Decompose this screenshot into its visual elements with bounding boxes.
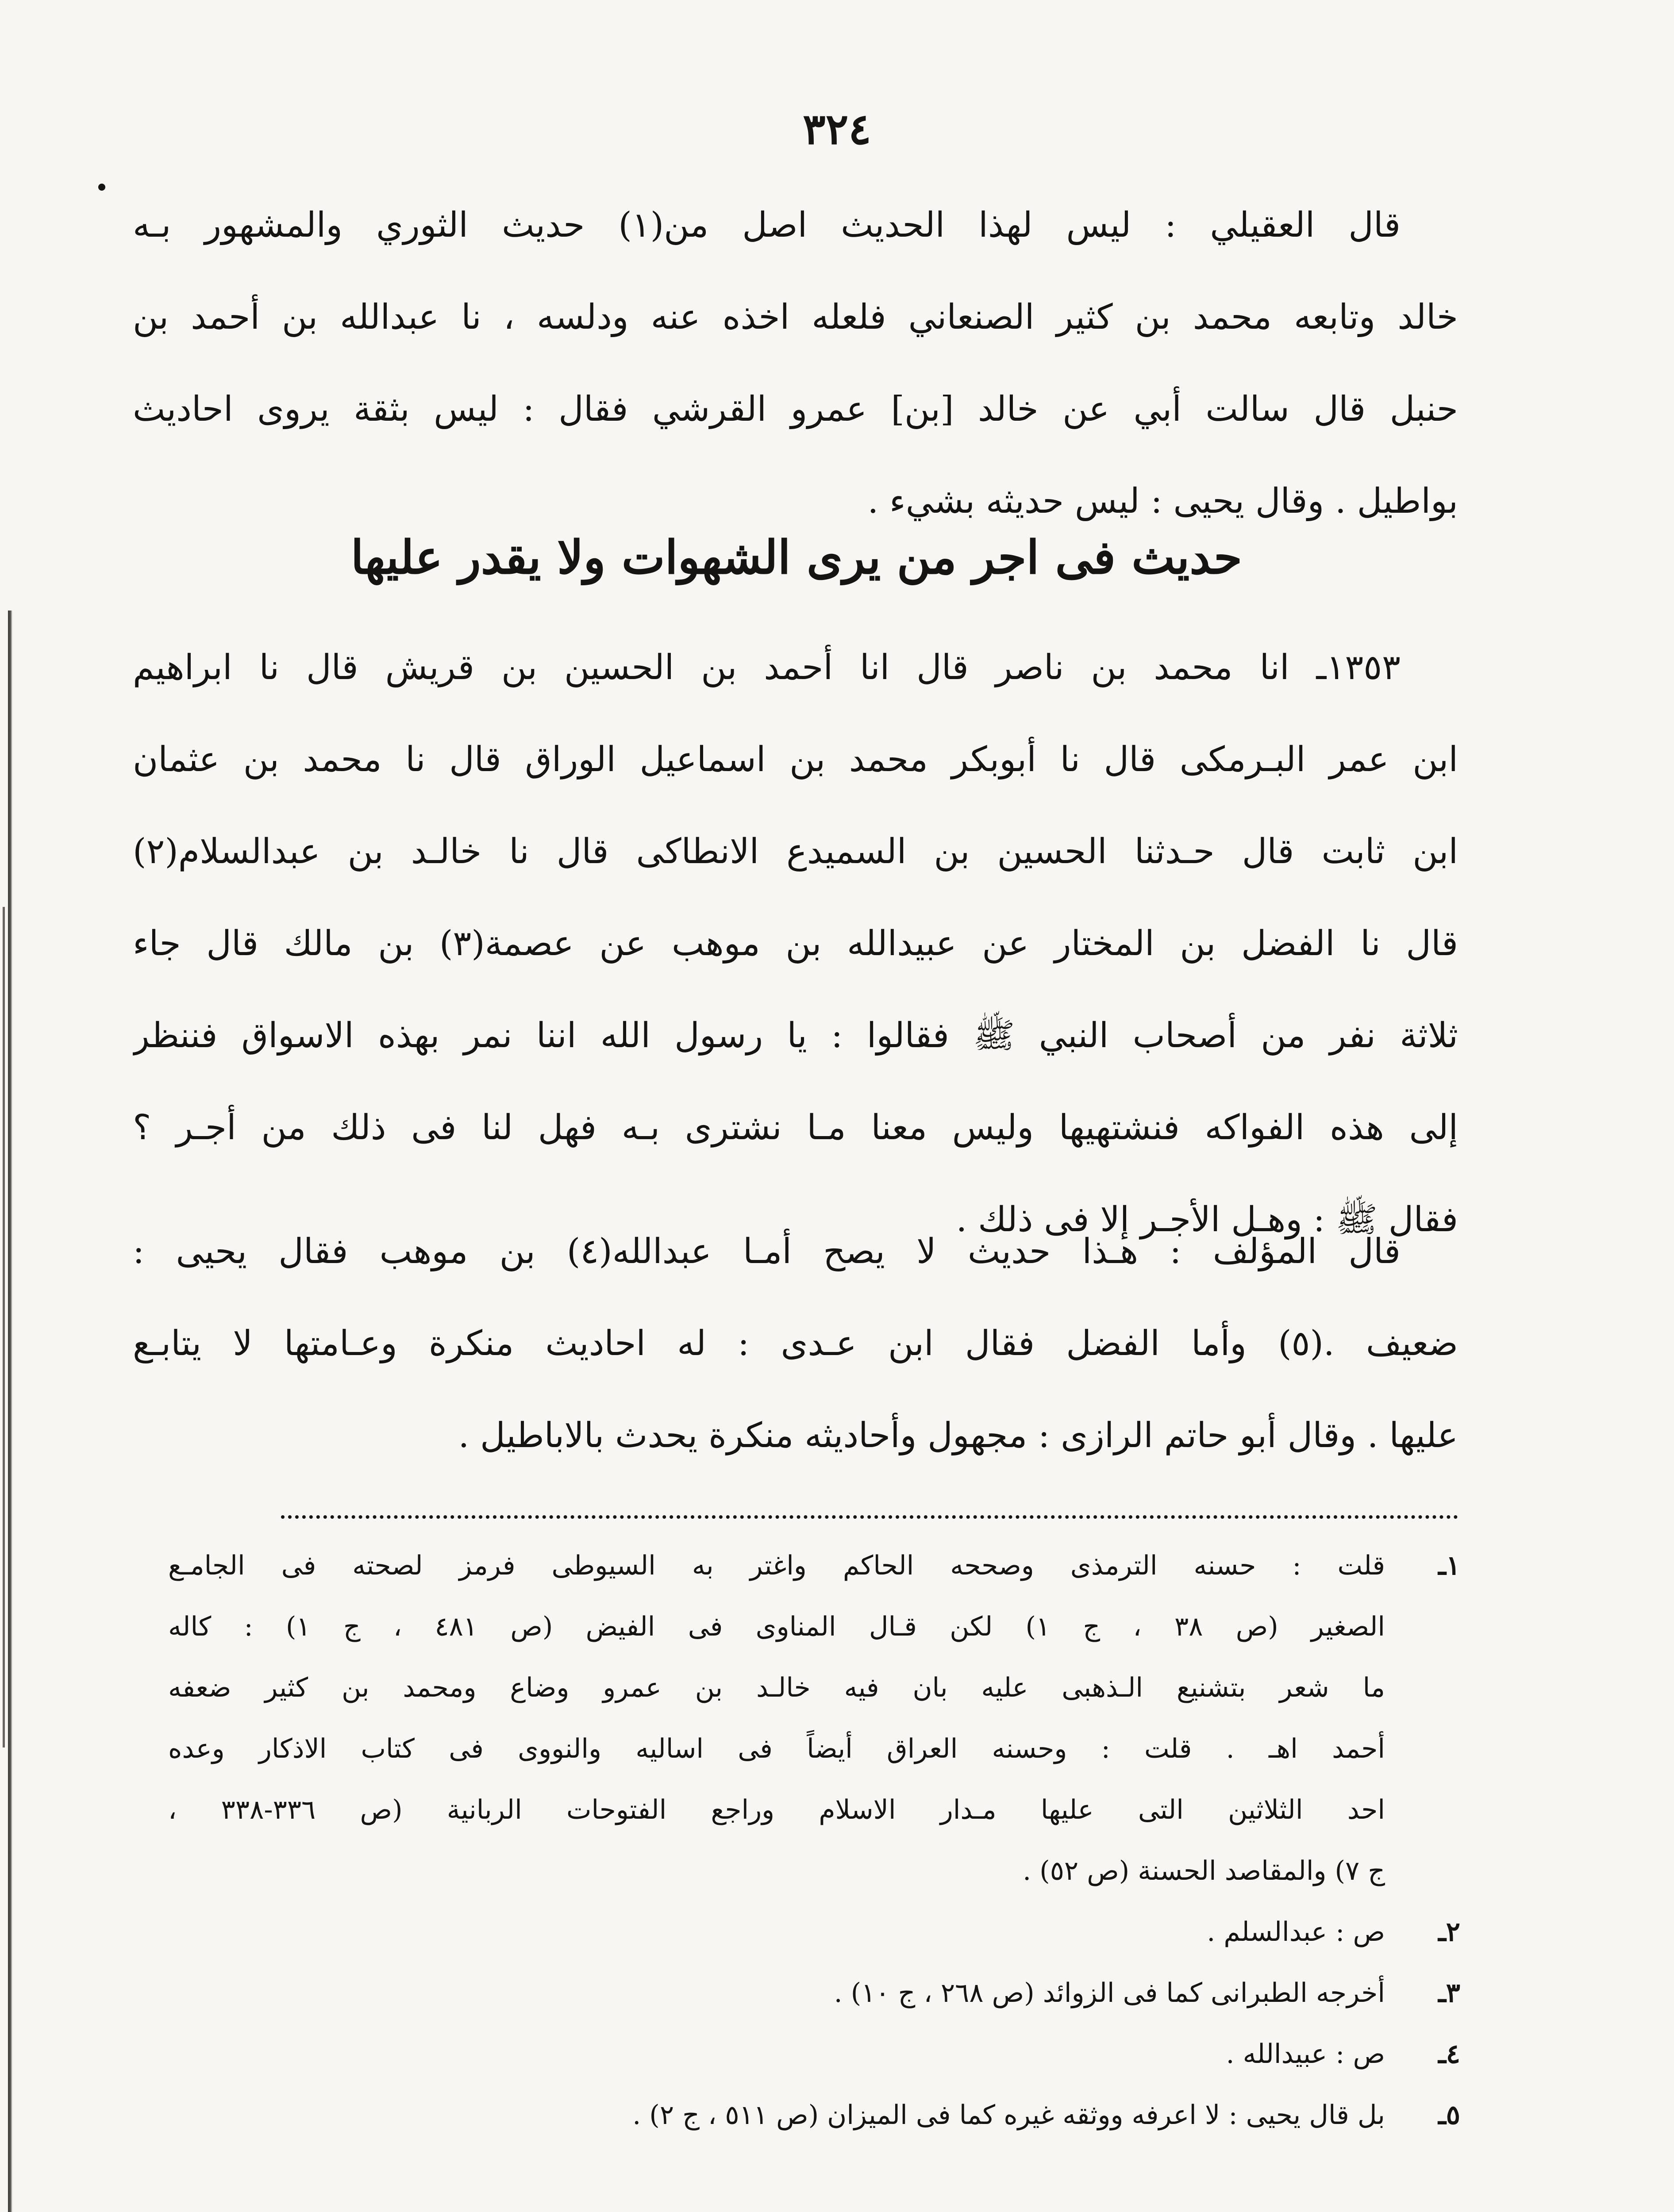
footnote-text: ص : عبدالسلم . bbox=[1207, 1916, 1385, 1947]
text-line: ابن عمر البـرمكى قال نا أبوبكر محمد بن اسماعيل الوراق قال نا محمد بن عثمان bbox=[133, 740, 1458, 780]
text-line: ثلاثة نفر من أصحاب النبي ﷺ فقالوا : يا رسول الله اننا نمر بهذه الاسواق فننظر bbox=[133, 1016, 1458, 1056]
text-line: حنبل قال سالت أبي عن خالد [بن] عمرو القرشي فقال : ليس بثقة يروى احاديث bbox=[133, 389, 1458, 429]
footnote-1 bbox=[168, 1535, 1460, 1901]
footnote-text: ص : عبيدالله . bbox=[1226, 2039, 1385, 2070]
footnote-number: ٣ـ bbox=[1438, 1978, 1460, 2008]
footnote-number: ٤ـ bbox=[1438, 2039, 1460, 2070]
opening-paragraph bbox=[133, 179, 1458, 547]
footnote-text: احد الثلاثين التى عليها مـدار الاسلام وراجع الفتوحات الربانية (ص ٣٣٦-٣٣٨ ، bbox=[168, 1794, 1385, 1825]
footnote-number: ٢ـ bbox=[1438, 1916, 1460, 1947]
footnote-text: الصغير (ص ٣٨ ، ج ١) لكن قـال المناوى فى الفيض (ص ٤٨١ ، ج ١) : كاله bbox=[168, 1611, 1385, 1642]
text-line: قال نا الفضل بن المختار عن عبيدالله بن موهب عن عصمة(٣) بن مالك قال جاء bbox=[133, 924, 1458, 964]
footnote-number: ٥ـ bbox=[1438, 2100, 1460, 2131]
footnote-text: بل قال يحيى : لا اعرفه ووثقه غيره كما فى الميزان (ص ٥١١ ، ج ٢) . bbox=[632, 2100, 1385, 2131]
margin-dot bbox=[98, 184, 105, 191]
text-line: ابن ثابت قال حـدثنا الحسين بن السميدع الانطاكى قال نا خالـد بن عبدالسلام(٢) bbox=[133, 832, 1458, 872]
text-line: ضعيف .(٥) وأما الفضل فقال ابن عـدى : له احاديث منكرة وعـامتها لا يتابـع bbox=[133, 1324, 1458, 1363]
footnote-4 bbox=[168, 2024, 1460, 2085]
text-line: قال المؤلف : هـذا حديث لا يصح أمـا عبدالله(٤) بن موهب فقال يحيى : bbox=[133, 1232, 1401, 1271]
hadith-paragraph bbox=[133, 622, 1458, 1266]
text-line: قال العقيلي : ليس لهذا الحديث اصل من(١) حديث الثوري والمشهور بـه bbox=[133, 205, 1401, 245]
footnote-text: أخرجه الطبرانى كما فى الزوائد (ص ٢٦٨ ، ج ١٠) . bbox=[834, 1978, 1385, 2008]
text-line: عليها . وقال أبو حاتم الرازى : مجهول وأحاديثه منكرة يحدث بالاباطيل . bbox=[458, 1416, 1458, 1455]
text-line: فقال ﷺ : وهـل الأجـر إلا فى ذلك . bbox=[956, 1200, 1458, 1240]
text-line: إلى هذه الفواكه فنشتهيها وليس معنا مـا نشترى بـه فهل لنا فى ذلك من أجـر ؟ bbox=[133, 1108, 1458, 1148]
footnote-2 bbox=[168, 1901, 1460, 1962]
footnote-text: قلت : حسنه الترمذى وصححه الحاكم واغتر به السيوطى فرمز لصحته فى الجامـع bbox=[168, 1550, 1385, 1581]
author-comment-paragraph bbox=[133, 1206, 1458, 1482]
text-line: ١٣٥٣ـ انا محمد بن ناصر قال انا أحمد بن الحسين بن قريش قال نا ابراهيم bbox=[133, 648, 1401, 687]
footnote-text: ما شعر بتشنيع الـذهبى عليه بان فيه خالـد بن عمرو وضاع ومحمد بن كثير ضعفه bbox=[168, 1672, 1385, 1703]
footnote-text: ج ٧) والمقاصد الحسنة (ص ٥٢) . bbox=[1023, 1855, 1385, 1886]
footnote-3 bbox=[168, 1962, 1460, 2024]
footnotes bbox=[168, 1535, 1460, 2146]
section-heading: حديث فى اجر من يرى الشهوات ولا يقدر عليها bbox=[350, 530, 1243, 584]
footnote-5 bbox=[168, 2085, 1460, 2146]
footnote-text: أحمد اهـ . قلت : وحسنه العراق أيضاً فى اساليه والنووى فى كتاب الاذكار وعده bbox=[168, 1733, 1385, 1764]
text-line: بواطيل . وقال يحيى : ليس حديثه بشيء . bbox=[867, 481, 1458, 521]
scan-shadow-edge-inner bbox=[3, 907, 5, 1747]
page-number: ٣٢٤ bbox=[803, 104, 871, 154]
scan-shadow-edge bbox=[8, 611, 12, 2212]
footnote-number: ١ـ bbox=[1438, 1550, 1460, 1581]
text-line: خالد وتابعه محمد بن كثير الصنعاني فلعله اخذه عنه ودلسه ، نا عبدالله بن أحمد بن bbox=[133, 297, 1458, 337]
footnote-separator bbox=[281, 1515, 1458, 1519]
